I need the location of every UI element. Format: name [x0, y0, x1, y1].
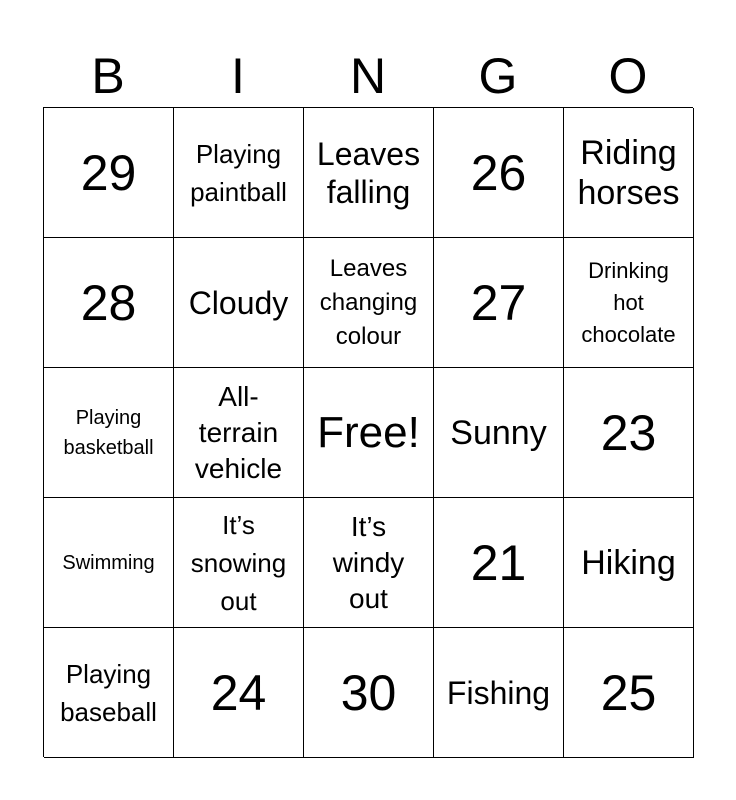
- bingo-cell[interactable]: [564, 368, 694, 498]
- cell-text: Hiking: [581, 543, 676, 582]
- bingo-cell[interactable]: [434, 498, 564, 628]
- cell-text: Cloudy: [188, 284, 289, 321]
- header-letter-o: O: [608, 48, 648, 104]
- bingo-cell[interactable]: [434, 238, 564, 368]
- cell-text: Sunny: [450, 413, 547, 452]
- bingo-cell[interactable]: [564, 628, 694, 758]
- cell-text: 29: [80, 144, 137, 201]
- cell-text: Leaves changing colour: [319, 254, 418, 350]
- bingo-cell[interactable]: [564, 108, 694, 238]
- cell-text: 27: [470, 274, 527, 331]
- bingo-cell[interactable]: [434, 108, 564, 238]
- cell-text: Leaves falling: [316, 135, 421, 210]
- cell-text: 21: [470, 534, 527, 591]
- bingo-cell[interactable]: [44, 498, 174, 628]
- bingo-cell[interactable]: [44, 628, 174, 758]
- cell-text: Drinking hot chocolate: [581, 257, 676, 347]
- cell-text: Riding horses: [577, 133, 680, 212]
- bingo-cell[interactable]: [174, 628, 304, 758]
- bingo-cell[interactable]: [304, 628, 434, 758]
- cell-text: Playing baseball: [60, 658, 157, 727]
- bingo-header: [43, 44, 693, 108]
- cell-text: 26: [470, 144, 527, 201]
- header-letter-n: N: [349, 48, 387, 104]
- bingo-cell[interactable]: [304, 498, 434, 628]
- cell-text: 24: [210, 664, 267, 721]
- bingo-cell[interactable]: [44, 238, 174, 368]
- cell-text: 28: [80, 274, 137, 331]
- header-letter-g: G: [478, 48, 518, 104]
- cell-text: Free!: [317, 407, 420, 457]
- cell-text: Playing basketball: [63, 406, 154, 459]
- header-letter-i: I: [231, 48, 245, 104]
- bingo-board: [43, 107, 693, 757]
- cell-text: Fishing: [446, 674, 551, 711]
- cell-text: All- terrain vehicle: [194, 380, 283, 484]
- cell-text: Swimming: [62, 551, 155, 574]
- bingo-cell[interactable]: [174, 498, 304, 628]
- bingo-cell[interactable]: [174, 368, 304, 498]
- cell-text: Playing paintball: [190, 138, 287, 207]
- bingo-cell[interactable]: [564, 238, 694, 368]
- bingo-cell[interactable]: [304, 108, 434, 238]
- cell-text: 30: [340, 664, 397, 721]
- bingo-cell[interactable]: [44, 368, 174, 498]
- bingo-cell[interactable]: [304, 238, 434, 368]
- cell-text: 23: [600, 404, 657, 461]
- bingo-cell[interactable]: [44, 108, 174, 238]
- header-letter-b: B: [91, 48, 125, 104]
- bingo-cell-free[interactable]: [304, 368, 434, 498]
- cell-text: It’s snowing out: [190, 509, 287, 616]
- bingo-cell[interactable]: [434, 368, 564, 498]
- bingo-cell[interactable]: [174, 238, 304, 368]
- bingo-cell[interactable]: [564, 498, 694, 628]
- bingo-cell[interactable]: [174, 108, 304, 238]
- bingo-cell[interactable]: [434, 628, 564, 758]
- cell-text: It’s windy out: [332, 510, 405, 614]
- cell-text: 25: [600, 664, 657, 721]
